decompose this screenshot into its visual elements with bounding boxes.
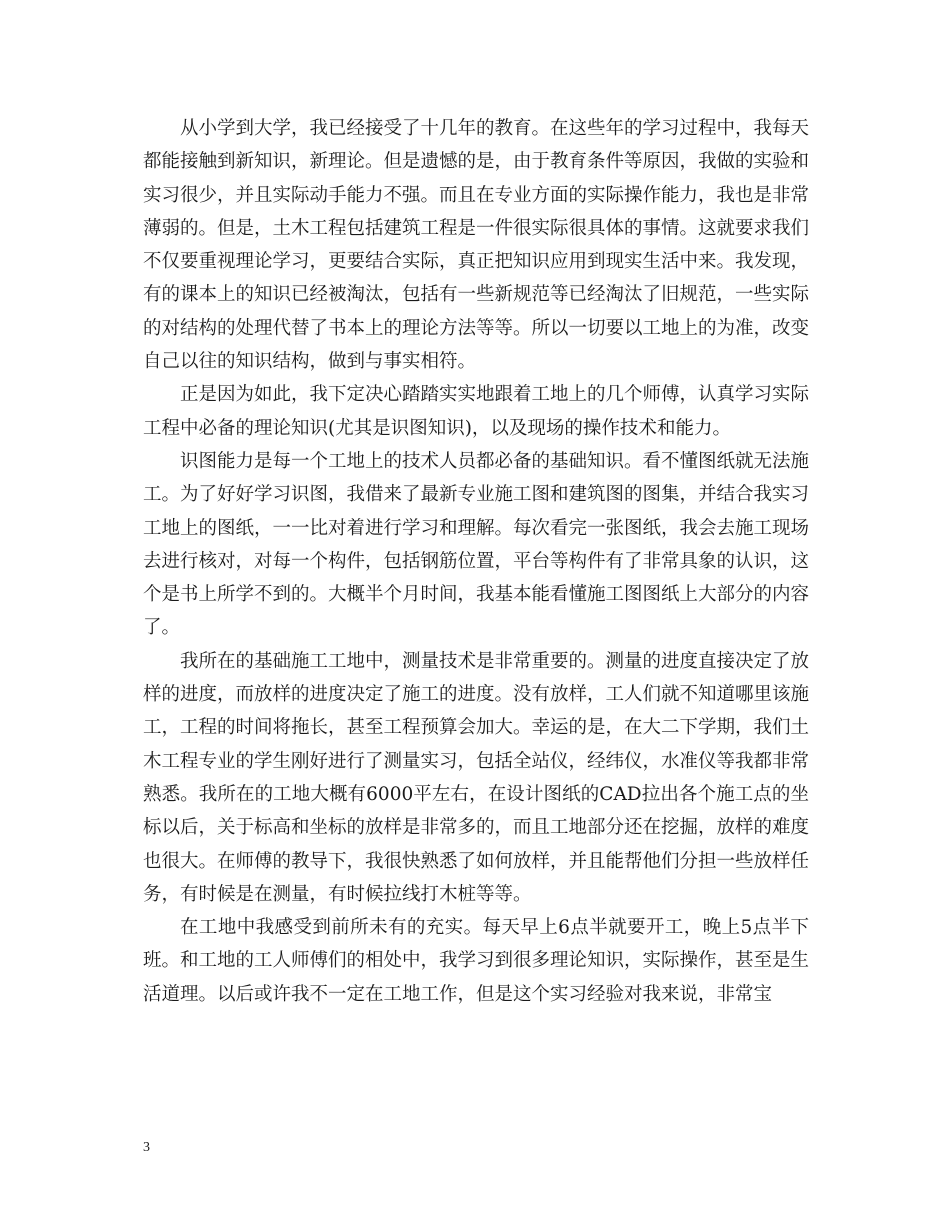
paragraph-2: 正是因为如此，我下定决心踏踏实实地跟着工地上的几个师傅，认真学习实际工程中必备的理论知识(尤其是识图知识)，以及现场的操作技术和能力。 [143, 384, 810, 439]
page-number: 3 [143, 1140, 150, 1155]
paragraph-5: 在工地中我感受到前所未有的充实。每天早上6点半就要开工，晚上5点半下班。和工地的工人师傅们的相处中，我学习到很多理论知识，实际操作，甚至是生活道理。以后或许我不一定在工地工作，但是这个实习经验对我来说，非常宝 [143, 917, 810, 1005]
paragraph-1: 从小学到大学，我已经接受了十几年的教育。在这些年的学习过程中，我每天都能接触到新知识，新理论。但是遗憾的是，由于教育条件等原因，我做的实验和实习很少，并且实际动手能力不强。而且在专业方面的实际操作能力，我也是非常薄弱的。但是，土木工程包括建筑工程是一件很实际很具体的事情。这就要求我们不仅要重视理论学习，更要结合实际，真正把知识应用到现实生活中来。我发现，有的课本上的知识已经被淘汰，包括有一些新规范等已经淘汰了旧规范，一些实际的对结构的处理代替了书本上的理论方法等等。所以一切要以工地上的为准，改变自己以往的知识结构，做到与事实相符。 [143, 118, 810, 373]
paragraph-4: 我所在的基础施工工地中，测量技术是非常重要的。测量的进度直接决定了放样的进度，而放样的进度决定了施工的进度。没有放样，工人们就不知道哪里该施工，工程的时间将拖长，甚至工程预算会加大。幸运的是，在大二下学期，我们土木工程专业的学生刚好进行了测量实习，包括全站仪，经纬仪，水准仪等我都非常熟悉。我所在的工地大概有6000平左右，在设计图纸的CAD拉出各个施工点的坐标以后，关于标高和坐标的放样是非常多的，而且工地部分还在挖掘，放样的难度也很大。在师傅的教导下，我很快熟悉了如何放样，并且能帮他们分担一些放样任务，有时候是在测量，有时候拉线打木桩等等。 [143, 650, 810, 905]
paragraph-3: 识图能力是每一个工地上的技术人员都必备的基础知识。看不懂图纸就无法施工。为了好好学习识图，我借来了最新专业施工图和建筑图的图集，并结合我实习工地上的图纸，一一比对着进行学习和理解。每次看完一张图纸，我会去施工现场去进行核对，对每一个构件，包括钢筋位置，平台等构件有了非常具象的认识，这个是书上所学不到的。大概半个月时间，我基本能看懂施工图图纸上大部分的内容了。 [143, 450, 810, 639]
body-text [143, 112, 809, 1011]
